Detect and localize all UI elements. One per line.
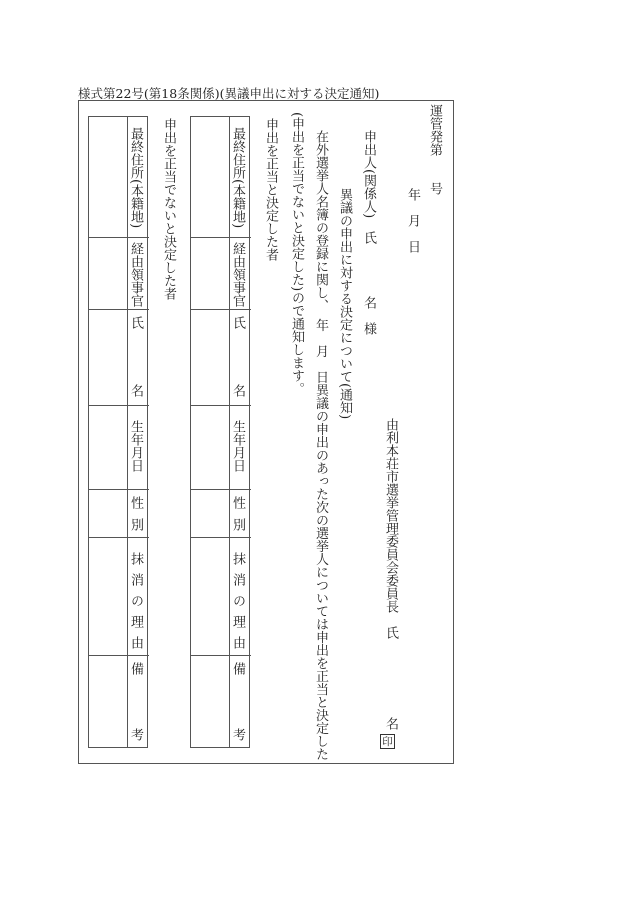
document-date: 年 月 日: [405, 188, 420, 253]
subject-line: 異議の申出に対する決定について(通知): [337, 188, 352, 420]
name-header-b: 名: [128, 384, 143, 397]
body-line-2: (申出を正当でないと決定した)ので通知します。: [289, 112, 304, 396]
sex-header-a: 性: [230, 496, 245, 509]
remarks-row: [191, 655, 251, 749]
birth-row: [191, 405, 251, 489]
name-row: [89, 309, 149, 405]
rejected-table: [88, 116, 148, 748]
remarks-header-b: 考: [230, 728, 245, 741]
address-header: 最終住所(本籍地): [128, 127, 143, 229]
sex-header-a: 性: [128, 496, 143, 509]
birth-header: 生年月日: [128, 420, 143, 472]
name-row: [191, 309, 251, 405]
remarks-header-a: 備: [128, 662, 143, 675]
consul-row: [89, 237, 149, 309]
address-row: [191, 117, 251, 237]
reason-header: 抹消の理由: [230, 552, 245, 657]
name-header-a: 氏: [230, 316, 245, 329]
reason-row: [89, 537, 149, 655]
birth-header: 生年月日: [230, 420, 245, 472]
reason-header: 抹消の理由: [128, 552, 143, 657]
sex-row: [191, 489, 251, 537]
address-row: [89, 117, 149, 237]
approved-table: [190, 116, 250, 748]
reason-row: [191, 537, 251, 655]
remarks-header-b: 考: [128, 728, 143, 741]
sex-header-b: 別: [230, 518, 245, 531]
consul-row: [191, 237, 251, 309]
document-number: 運管発第 号: [427, 104, 442, 195]
birth-row: [89, 405, 149, 489]
sender-line: 由利本荘市選挙管理委員会委員長 氏 名: [383, 418, 398, 730]
seal-mark: 印: [380, 734, 395, 749]
remarks-header-a: 備: [230, 662, 245, 675]
name-header-b: 名: [230, 384, 245, 397]
form-title: 様式第22号(第18条関係)(異議申出に対する決定通知): [78, 86, 380, 101]
section-title-approved: 申出を正当と決定した者: [263, 118, 278, 261]
remarks-row: [89, 655, 149, 749]
consul-header: 経由領事官: [230, 242, 245, 307]
consul-header: 経由領事官: [128, 242, 143, 307]
address-header: 最終住所(本籍地): [230, 127, 245, 229]
sex-header-b: 別: [128, 518, 143, 531]
recipient-line: 申出人(関係人) 氏 名 様: [361, 130, 376, 336]
section-title-rejected: 申出を正当でないと決定した者: [161, 118, 176, 300]
name-header-a: 氏: [128, 316, 143, 329]
sex-row: [89, 489, 149, 537]
body-line-1: 在外選挙人名簿の登録に関し、 年 月 日異議の申出のあった次の選挙人については申出を正当と決定した: [313, 130, 328, 761]
